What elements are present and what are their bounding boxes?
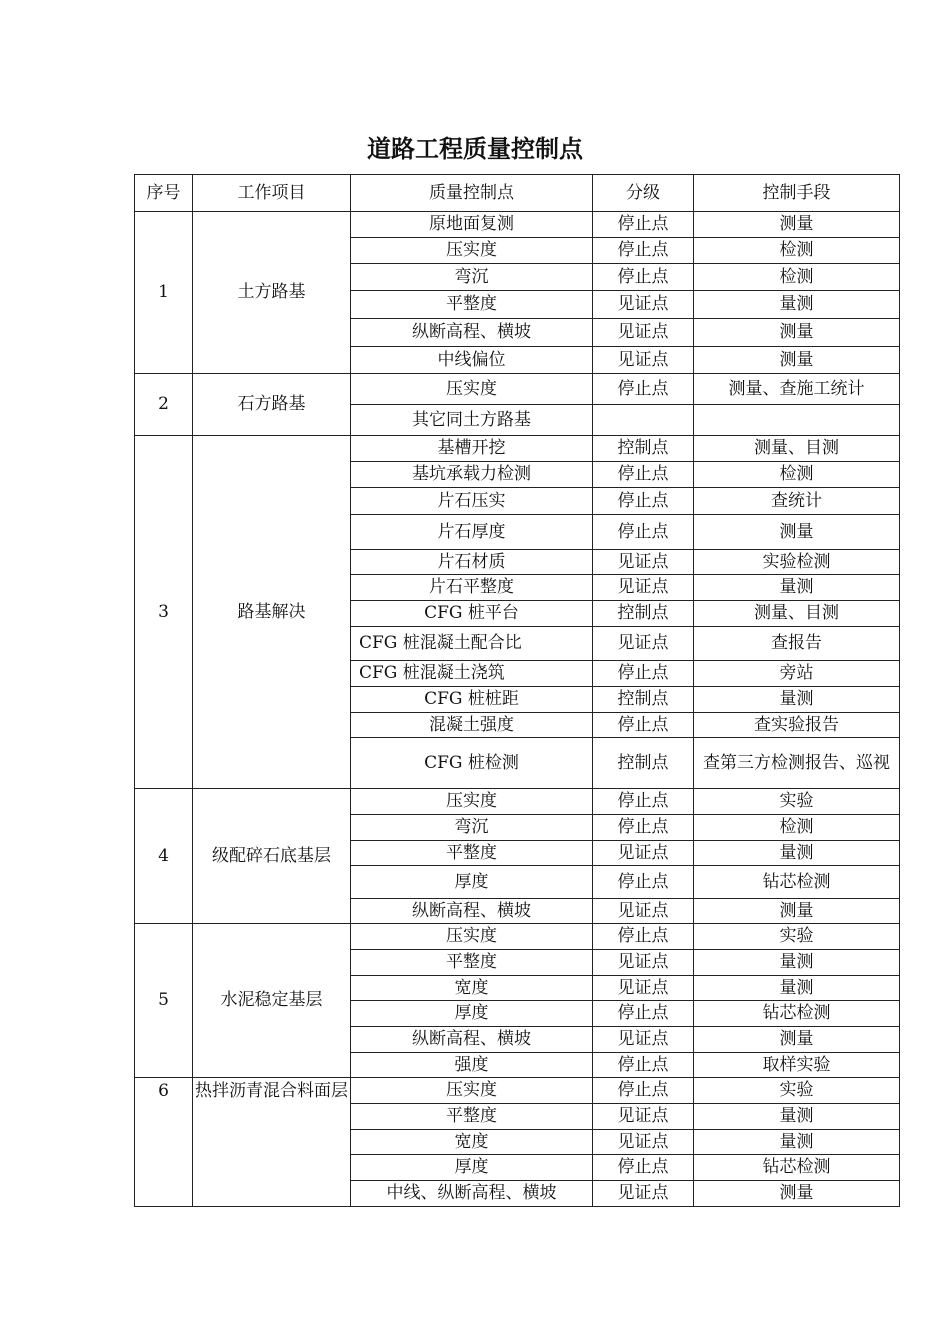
control-point-cell: CFG 桩桩距	[351, 687, 593, 713]
serial-number-cell: 3	[135, 436, 193, 789]
control-point-cell: CFG 桩平台	[351, 601, 593, 627]
control-point-cell: 平整度	[351, 1104, 593, 1130]
control-method-cell: 测量	[694, 1181, 900, 1207]
work-item-cell: 级配碎石底基层	[193, 789, 351, 924]
control-point-cell: 纵断高程、横坡	[351, 899, 593, 924]
control-method-cell: 查报告	[694, 627, 900, 661]
header-cell: 质量控制点	[351, 175, 593, 212]
quality-control-table	[134, 174, 900, 1207]
grade-cell: 停止点	[593, 488, 694, 515]
control-point-cell: 纵断高程、横坡	[351, 1027, 593, 1053]
control-point-cell: 宽度	[351, 1130, 593, 1155]
control-method-cell: 钻芯检测	[694, 866, 900, 899]
grade-cell: 停止点	[593, 866, 694, 899]
control-method-cell: 检测	[694, 264, 900, 291]
control-point-cell: 片石厚度	[351, 515, 593, 550]
control-point-cell: 厚度	[351, 1155, 593, 1181]
control-method-cell: 量测	[694, 841, 900, 866]
table-body	[135, 212, 900, 1207]
grade-cell: 见证点	[593, 1027, 694, 1053]
table-row	[135, 924, 900, 950]
grade-cell: 停止点	[593, 924, 694, 950]
grade-cell: 停止点	[593, 815, 694, 841]
grade-cell: 停止点	[593, 789, 694, 815]
control-method-cell: 检测	[694, 815, 900, 841]
control-method-cell: 量测	[694, 950, 900, 976]
control-method-cell: 实验	[694, 924, 900, 950]
grade-cell: 见证点	[593, 1104, 694, 1130]
serial-number-cell: 4	[135, 789, 193, 924]
control-point-cell: 平整度	[351, 950, 593, 976]
grade-cell: 停止点	[593, 374, 694, 405]
control-method-cell: 查实验报告	[694, 713, 900, 738]
serial-number-cell: 1	[135, 212, 193, 374]
table-row	[135, 436, 900, 462]
control-point-cell: 基坑承载力检测	[351, 462, 593, 488]
grade-cell: 停止点	[593, 212, 694, 238]
grade-cell: 见证点	[593, 1130, 694, 1155]
control-point-cell: 弯沉	[351, 264, 593, 291]
document-title: 道路工程质量控制点	[367, 135, 583, 163]
control-method-cell: 量测	[694, 1130, 900, 1155]
grade-cell: 停止点	[593, 1078, 694, 1104]
grade-cell: 停止点	[593, 713, 694, 738]
control-method-cell: 旁站	[694, 661, 900, 687]
header-cell: 序号	[135, 175, 193, 212]
grade-cell: 见证点	[593, 550, 694, 575]
control-point-cell: 压实度	[351, 374, 593, 405]
control-method-cell: 量测	[694, 976, 900, 1001]
control-point-cell: 片石平整度	[351, 575, 593, 601]
control-point-cell: 压实度	[351, 1078, 593, 1104]
control-point-cell: 纵断高程、横坡	[351, 319, 593, 347]
control-method-cell: 量测	[694, 575, 900, 601]
control-point-cell: 平整度	[351, 291, 593, 319]
control-point-cell: 压实度	[351, 789, 593, 815]
control-point-cell: 中线偏位	[351, 347, 593, 374]
serial-number-cell: 2	[135, 374, 193, 436]
grade-cell: 见证点	[593, 1181, 694, 1207]
control-point-cell: 原地面复测	[351, 212, 593, 238]
header-cell: 工作项目	[193, 175, 351, 212]
control-point-cell: 片石压实	[351, 488, 593, 515]
grade-cell: 见证点	[593, 575, 694, 601]
control-point-cell: 压实度	[351, 238, 593, 264]
control-method-cell: 检测	[694, 462, 900, 488]
control-method-cell: 实验	[694, 789, 900, 815]
control-point-cell: 厚度	[351, 866, 593, 899]
control-point-cell: CFG 桩检测	[351, 738, 593, 789]
grade-cell	[593, 405, 694, 436]
control-method-cell	[694, 405, 900, 436]
control-method-cell: 检测	[694, 238, 900, 264]
control-method-cell: 实验检测	[694, 550, 900, 575]
grade-cell: 停止点	[593, 661, 694, 687]
control-point-cell: 混凝土强度	[351, 713, 593, 738]
control-point-cell: 强度	[351, 1053, 593, 1078]
grade-cell: 控制点	[593, 738, 694, 789]
serial-number-cell: 5	[135, 924, 193, 1078]
header-row	[135, 175, 900, 212]
control-method-cell: 测量	[694, 899, 900, 924]
grade-cell: 停止点	[593, 1155, 694, 1181]
grade-cell: 停止点	[593, 515, 694, 550]
control-point-cell: 宽度	[351, 976, 593, 1001]
control-point-cell: CFG 桩混凝土配合比	[351, 627, 593, 661]
work-item-cell: 石方路基	[193, 374, 351, 436]
grade-cell: 控制点	[593, 601, 694, 627]
grade-cell: 见证点	[593, 347, 694, 374]
work-item-cell: 路基解决	[193, 436, 351, 789]
control-point-cell: 厚度	[351, 1001, 593, 1027]
work-item-cell: 热拌沥青混合料面层	[193, 1078, 351, 1207]
control-method-cell: 测量	[694, 212, 900, 238]
control-point-cell: 平整度	[351, 841, 593, 866]
header-cell: 分级	[593, 175, 694, 212]
control-method-cell: 量测	[694, 1104, 900, 1130]
control-point-cell: CFG 桩混凝土浇筑	[351, 661, 593, 687]
grade-cell: 见证点	[593, 976, 694, 1001]
serial-number-cell: 6	[135, 1078, 193, 1207]
control-point-cell: 中线、纵断高程、横坡	[351, 1181, 593, 1207]
grade-cell: 见证点	[593, 627, 694, 661]
grade-cell: 停止点	[593, 1053, 694, 1078]
grade-cell: 停止点	[593, 264, 694, 291]
header-cell: 控制手段	[694, 175, 900, 212]
grade-cell: 停止点	[593, 238, 694, 264]
control-point-cell: 压实度	[351, 924, 593, 950]
control-method-cell: 实验	[694, 1078, 900, 1104]
control-method-cell: 钻芯检测	[694, 1155, 900, 1181]
grade-cell: 控制点	[593, 436, 694, 462]
control-method-cell: 查统计	[694, 488, 900, 515]
grade-cell: 停止点	[593, 462, 694, 488]
table-row	[135, 374, 900, 405]
grade-cell: 见证点	[593, 841, 694, 866]
control-method-cell: 测量、目测	[694, 436, 900, 462]
table-row	[135, 212, 900, 238]
work-item-cell: 土方路基	[193, 212, 351, 374]
table-row	[135, 1078, 900, 1104]
grade-cell: 见证点	[593, 319, 694, 347]
control-method-cell: 量测	[694, 291, 900, 319]
control-point-cell: 其它同土方路基	[351, 405, 593, 436]
control-method-cell: 测量	[694, 347, 900, 374]
grade-cell: 见证点	[593, 899, 694, 924]
control-method-cell: 测量	[694, 1027, 900, 1053]
grade-cell: 控制点	[593, 687, 694, 713]
grade-cell: 见证点	[593, 950, 694, 976]
grade-cell: 见证点	[593, 291, 694, 319]
control-method-cell: 钻芯检测	[694, 1001, 900, 1027]
control-method-cell: 测量	[694, 515, 900, 550]
control-point-cell: 片石材质	[351, 550, 593, 575]
control-method-cell: 查第三方检测报告、巡视	[694, 738, 900, 789]
control-method-cell: 量测	[694, 687, 900, 713]
control-method-cell: 取样实验	[694, 1053, 900, 1078]
work-item-cell: 水泥稳定基层	[193, 924, 351, 1078]
grade-cell: 停止点	[593, 1001, 694, 1027]
control-point-cell: 弯沉	[351, 815, 593, 841]
table-row	[135, 789, 900, 815]
control-point-cell: 基槽开挖	[351, 436, 593, 462]
control-method-cell: 测量、目测	[694, 601, 900, 627]
control-method-cell: 测量	[694, 319, 900, 347]
control-method-cell: 测量、查施工统计	[694, 374, 900, 405]
